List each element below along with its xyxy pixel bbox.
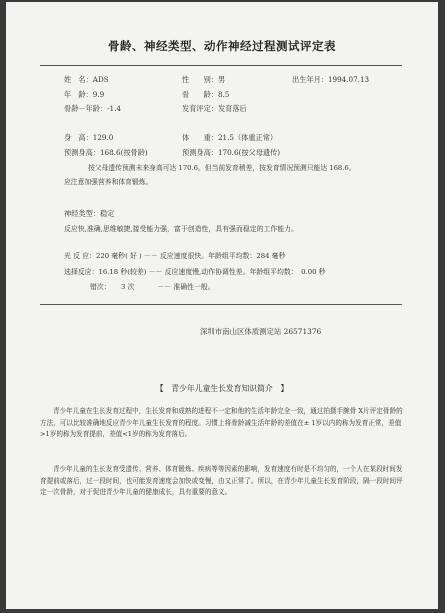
birth-field: 出生年月：1994.07.13 — [292, 75, 370, 84]
nerve-type-description: 反应快,准确,思维敏捷,接受能力强，富于创造性，具有强而稳定的工作能力。 — [64, 225, 298, 233]
nerve-type-field: 神经类型：稳定 — [64, 209, 115, 218]
report-title: 骨龄、神经类型、动作神经过程测试评定表 — [108, 39, 336, 53]
title-rule — [40, 65, 402, 66]
bone-age-field: 骨 龄：8.5 — [182, 90, 230, 99]
knowledge-heading: 【 青少年儿童生长发育知识简介 】 — [155, 384, 289, 393]
height-field: 身 高：129.0 — [64, 133, 114, 142]
age-field: 年 龄：9.9 — [64, 90, 105, 99]
report-sheet — [6, 2, 438, 609]
bone-age-diff-field: 骨龄－年龄：-1.4 — [64, 104, 121, 113]
knowledge-paragraph-2: 青少年儿童的生长发育受遗传、营养、体育锻炼、疾病等等因素的影响，发育速度有时是不均匀的，一个人在某段时间发育提前或落后，过一段时间，也可能发育速度会加快或变慢，由又正常了。所以，在青少年儿童生长发育阶段，隔一段时间评定一次骨龄，对于促进青少年儿童的健康成长，具有重要的意义。 — [40, 465, 403, 496]
sex-field: 性 别：男 — [182, 75, 226, 84]
testing-station-signature: 深圳市南山区体质测定站 26571376 — [200, 327, 322, 336]
predicted-height-bone: 预测身高：168.6(按骨龄) — [64, 148, 148, 157]
development-assessment: 发育评定：发育落后 — [182, 104, 247, 113]
results-rule — [40, 304, 402, 305]
height-note-line-1: 按父母遗传预测未来身高可达 170.6。但当前发育稍差，按发育情况预测只能达 168.6。 — [88, 164, 356, 172]
name-field: 姓 名：ADS — [64, 75, 109, 84]
predicted-height-parent: 预测身高：170.6(按父母遗传) — [182, 148, 281, 157]
choice-reaction-result: 选择反应：16.18 秒(较差) －－ 反应速度慢,动作协调性差。年龄组平均数： 0.00 秒 — [64, 268, 326, 276]
weight-field: 体 重：21.5（体重正常） — [182, 133, 278, 142]
height-note-line-2: 应注意加强营养和体育锻炼。 — [64, 178, 153, 186]
error-count-result: 错次： 3 次 －－ 准确性一般。 — [90, 283, 215, 291]
knowledge-paragraph-1: 青少年儿童在生长发育过程中，生长发育和成熟的进程不一定和他的生活年龄完全一致，通过拍摄手腕骨 X片评定骨龄的方法，可以比较准确地反应青少年儿童生长发育的程度。习惯上将骨龄减生活年龄的差值在± 1岁以内的称为发育正常，差值>1岁的称为发育提前，差值<1岁的称为发育落后。 — [40, 407, 403, 438]
light-reaction-result: 光 反 应：220 毫秒( 好 ) －－ 反应速度很快。年龄组平均数：284 毫秒 — [64, 252, 286, 260]
